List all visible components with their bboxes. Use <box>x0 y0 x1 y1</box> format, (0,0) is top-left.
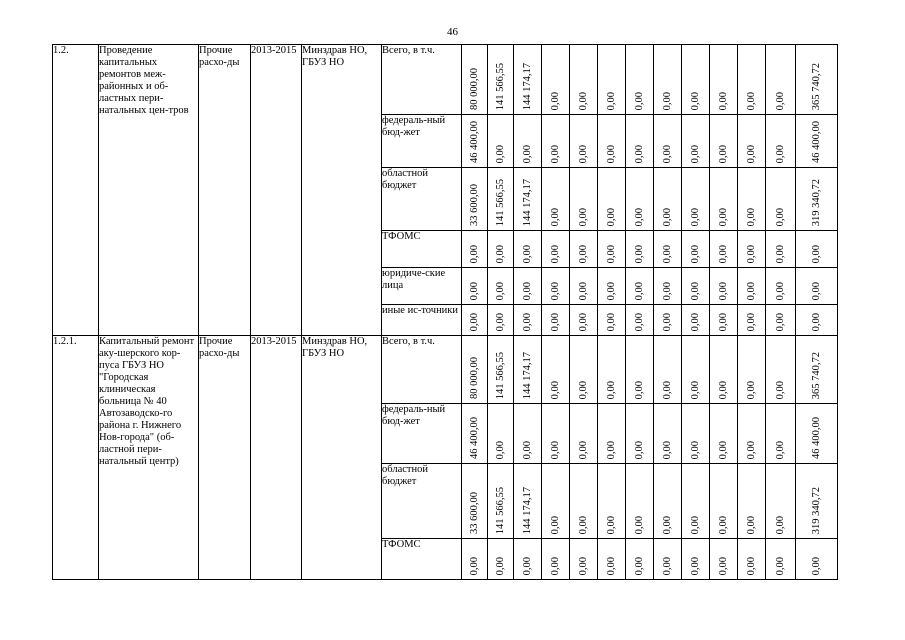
funding-source: областной бюджет <box>382 168 462 231</box>
amount-value: 0,00 <box>605 312 617 331</box>
amount-value: 0,00 <box>577 281 589 300</box>
amount-value: 0,00 <box>774 440 786 459</box>
amount-value: 0,00 <box>633 380 645 399</box>
amount-value: 0,00 <box>494 144 506 163</box>
amount-cell <box>514 45 542 115</box>
amount-value: 0,00 <box>468 244 480 263</box>
amount-cell <box>710 305 738 336</box>
amount-value: 0,00 <box>774 207 786 226</box>
amount-value: 0,00 <box>549 244 561 263</box>
amount-cell <box>598 45 626 115</box>
amount-cell <box>462 115 488 168</box>
amount-value: 0,00 <box>549 207 561 226</box>
amount-value: 46 400,00 <box>468 121 480 163</box>
amount-cell <box>796 336 838 404</box>
amount-cell <box>626 168 654 231</box>
amount-value: 0,00 <box>745 380 757 399</box>
amount-cell <box>488 115 514 168</box>
amount-cell <box>654 168 682 231</box>
amount-cell <box>542 336 570 404</box>
amount-cell <box>570 404 598 464</box>
amount-value: 0,00 <box>745 244 757 263</box>
amount-cell <box>710 539 738 580</box>
amount-value: 0,00 <box>689 207 701 226</box>
amount-cell <box>738 268 766 305</box>
row-name: Проведение капитальных ремонтов меж-районных и об-ластных пери-натальных цен-тров <box>99 45 199 336</box>
amount-cell <box>462 404 488 464</box>
amount-value: 0,00 <box>605 91 617 110</box>
amount-cell <box>570 464 598 539</box>
amount-value: 46 400,00 <box>810 417 822 459</box>
amount-value: 0,00 <box>661 207 673 226</box>
funding-source: ТФОМС <box>382 539 462 580</box>
amount-cell <box>598 404 626 464</box>
amount-cell <box>738 404 766 464</box>
amount-cell <box>766 168 796 231</box>
amount-value: 141 566,55 <box>494 486 506 534</box>
amount-value: 0,00 <box>605 515 617 534</box>
amount-value: 0,00 <box>605 244 617 263</box>
amount-value: 0,00 <box>633 281 645 300</box>
amount-value: 0,00 <box>521 144 533 163</box>
amount-value: 0,00 <box>774 91 786 110</box>
amount-cell <box>514 539 542 580</box>
amount-value: 0,00 <box>717 515 729 534</box>
amount-cell <box>766 305 796 336</box>
amount-value: 0,00 <box>633 144 645 163</box>
amount-cell <box>542 305 570 336</box>
amount-cell <box>766 464 796 539</box>
amount-cell <box>488 168 514 231</box>
amount-cell <box>738 305 766 336</box>
amount-value: 0,00 <box>494 281 506 300</box>
amount-value: 0,00 <box>521 312 533 331</box>
amount-cell <box>488 539 514 580</box>
amount-value: 0,00 <box>549 91 561 110</box>
amount-value: 319 340,72 <box>810 178 822 226</box>
amount-cell <box>626 115 654 168</box>
amount-cell <box>626 336 654 404</box>
amount-cell <box>738 464 766 539</box>
amount-cell <box>710 45 738 115</box>
amount-value: 0,00 <box>745 312 757 331</box>
amount-value: 0,00 <box>549 556 561 575</box>
table-row <box>53 45 838 115</box>
amount-cell <box>654 268 682 305</box>
amount-cell <box>542 45 570 115</box>
amount-value: 0,00 <box>605 207 617 226</box>
amount-cell <box>682 231 710 268</box>
amount-value: 80 000,00 <box>468 357 480 399</box>
row-period: 2013-2015 <box>251 45 302 336</box>
amount-cell <box>654 115 682 168</box>
amount-cell <box>738 539 766 580</box>
amount-value: 0,00 <box>577 515 589 534</box>
amount-cell <box>514 404 542 464</box>
amount-cell <box>570 539 598 580</box>
amount-cell <box>796 305 838 336</box>
funding-source: федераль-ный бюд-жет <box>382 115 462 168</box>
amount-value: 0,00 <box>521 556 533 575</box>
amount-cell <box>462 336 488 404</box>
amount-cell <box>682 305 710 336</box>
amount-cell <box>488 305 514 336</box>
amount-value: 0,00 <box>717 207 729 226</box>
amount-cell <box>682 336 710 404</box>
amount-value: 0,00 <box>633 515 645 534</box>
amount-cell <box>514 268 542 305</box>
amount-value: 141 566,55 <box>494 351 506 399</box>
amount-cell <box>766 45 796 115</box>
amount-cell <box>682 45 710 115</box>
amount-cell <box>514 336 542 404</box>
amount-value: 0,00 <box>810 556 822 575</box>
amount-value: 0,00 <box>605 380 617 399</box>
amount-value: 0,00 <box>745 281 757 300</box>
amount-value: 0,00 <box>745 556 757 575</box>
amount-cell <box>766 115 796 168</box>
amount-value: 0,00 <box>549 380 561 399</box>
amount-value: 0,00 <box>689 556 701 575</box>
row-executor: Минздрав НО, ГБУЗ НО <box>302 45 382 336</box>
amount-cell <box>654 45 682 115</box>
amount-cell <box>514 168 542 231</box>
amount-cell <box>796 539 838 580</box>
amount-value: 0,00 <box>717 144 729 163</box>
amount-cell <box>766 539 796 580</box>
amount-value: 0,00 <box>521 244 533 263</box>
amount-value: 33 600,00 <box>468 492 480 534</box>
amount-value: 0,00 <box>577 244 589 263</box>
amount-value: 319 340,72 <box>810 486 822 534</box>
amount-cell <box>598 268 626 305</box>
row-executor: Минздрав НО, ГБУЗ НО <box>302 336 382 580</box>
amount-cell <box>766 404 796 464</box>
amount-cell <box>542 464 570 539</box>
amount-value: 0,00 <box>661 144 673 163</box>
amount-cell <box>654 539 682 580</box>
amount-cell <box>514 115 542 168</box>
amount-value: 365 740,72 <box>810 62 822 110</box>
amount-cell <box>514 305 542 336</box>
amount-cell <box>796 268 838 305</box>
funding-source: областной бюджет <box>382 464 462 539</box>
funding-source: иные ис-точники <box>382 305 462 336</box>
amount-value: 0,00 <box>605 281 617 300</box>
amount-value: 0,00 <box>494 312 506 331</box>
amount-cell <box>654 305 682 336</box>
amount-value: 0,00 <box>549 440 561 459</box>
amount-value: 0,00 <box>689 244 701 263</box>
amount-cell <box>626 464 654 539</box>
amount-cell <box>598 168 626 231</box>
amount-value: 0,00 <box>774 144 786 163</box>
amount-value: 0,00 <box>689 380 701 399</box>
row-code: 1.2. <box>53 45 99 336</box>
row-code: 1.2.1. <box>53 336 99 580</box>
amount-value: 0,00 <box>661 244 673 263</box>
amount-value: 0,00 <box>689 515 701 534</box>
amount-cell <box>710 404 738 464</box>
amount-cell <box>710 115 738 168</box>
page-number: 46 <box>447 26 458 38</box>
amount-cell <box>766 231 796 268</box>
amount-cell <box>570 115 598 168</box>
amount-cell <box>796 404 838 464</box>
amount-value: 0,00 <box>549 144 561 163</box>
funding-source: федераль-ный бюд-жет <box>382 404 462 464</box>
amount-cell <box>626 305 654 336</box>
amount-value: 0,00 <box>661 91 673 110</box>
amount-cell <box>654 404 682 464</box>
amount-cell <box>598 305 626 336</box>
amount-value: 0,00 <box>549 312 561 331</box>
amount-value: 0,00 <box>774 244 786 263</box>
amount-cell <box>570 231 598 268</box>
amount-value: 144 174,17 <box>521 351 533 399</box>
amount-cell <box>626 231 654 268</box>
amount-cell <box>766 268 796 305</box>
amount-value: 0,00 <box>661 281 673 300</box>
amount-cell <box>542 168 570 231</box>
amount-value: 0,00 <box>549 515 561 534</box>
amount-value: 0,00 <box>661 440 673 459</box>
amount-cell <box>682 404 710 464</box>
amount-cell <box>488 336 514 404</box>
amount-cell <box>598 231 626 268</box>
amount-cell <box>542 231 570 268</box>
amount-cell <box>626 539 654 580</box>
amount-value: 0,00 <box>494 556 506 575</box>
funding-source: ТФОМС <box>382 231 462 268</box>
amount-cell <box>542 268 570 305</box>
amount-cell <box>462 539 488 580</box>
amount-cell <box>626 45 654 115</box>
amount-value: 0,00 <box>689 440 701 459</box>
amount-cell <box>710 168 738 231</box>
amount-cell <box>682 464 710 539</box>
amount-cell <box>462 231 488 268</box>
amount-value: 0,00 <box>717 244 729 263</box>
funding-source: Всего, в т.ч. <box>382 336 462 404</box>
amount-value: 141 566,55 <box>494 178 506 226</box>
amount-cell <box>682 268 710 305</box>
amount-value: 0,00 <box>810 244 822 263</box>
amount-cell <box>654 464 682 539</box>
amount-value: 0,00 <box>717 312 729 331</box>
amount-cell <box>570 336 598 404</box>
amount-value: 80 000,00 <box>468 68 480 110</box>
row-expense-type: Прочие расхо-ды <box>199 45 251 336</box>
amount-cell <box>682 539 710 580</box>
amount-cell <box>598 115 626 168</box>
amount-value: 0,00 <box>633 312 645 331</box>
funding-source: Всего, в т.ч. <box>382 45 462 115</box>
amount-value: 0,00 <box>689 281 701 300</box>
amount-value: 0,00 <box>717 556 729 575</box>
amount-cell <box>654 336 682 404</box>
amount-value: 0,00 <box>468 281 480 300</box>
amount-value: 0,00 <box>577 144 589 163</box>
amount-cell <box>710 464 738 539</box>
amount-cell <box>598 464 626 539</box>
amount-value: 46 400,00 <box>810 121 822 163</box>
amount-cell <box>738 231 766 268</box>
funding-source: юридиче-ские лица <box>382 268 462 305</box>
amount-cell <box>710 268 738 305</box>
amount-value: 0,00 <box>468 312 480 331</box>
amount-cell <box>626 268 654 305</box>
amount-value: 0,00 <box>577 312 589 331</box>
amount-cell <box>488 404 514 464</box>
amount-value: 0,00 <box>774 515 786 534</box>
amount-cell <box>488 45 514 115</box>
amount-value: 0,00 <box>468 556 480 575</box>
amount-value: 0,00 <box>633 244 645 263</box>
amount-value: 0,00 <box>661 312 673 331</box>
amount-cell <box>570 45 598 115</box>
amount-cell <box>598 539 626 580</box>
amount-value: 141 566,55 <box>494 62 506 110</box>
amount-value: 0,00 <box>745 91 757 110</box>
amount-value: 0,00 <box>810 281 822 300</box>
amount-value: 0,00 <box>549 281 561 300</box>
amount-cell <box>654 231 682 268</box>
amount-cell <box>738 168 766 231</box>
amount-value: 0,00 <box>774 556 786 575</box>
amount-value: 0,00 <box>633 440 645 459</box>
amount-value: 0,00 <box>717 380 729 399</box>
amount-cell <box>488 231 514 268</box>
amount-value: 0,00 <box>810 312 822 331</box>
amount-cell <box>462 268 488 305</box>
amount-value: 0,00 <box>577 380 589 399</box>
amount-value: 144 174,17 <box>521 178 533 226</box>
amount-cell <box>462 464 488 539</box>
amount-value: 0,00 <box>577 440 589 459</box>
amount-value: 0,00 <box>689 91 701 110</box>
amount-cell <box>710 336 738 404</box>
amount-value: 0,00 <box>774 312 786 331</box>
amount-value: 0,00 <box>521 440 533 459</box>
amount-cell <box>542 404 570 464</box>
amount-cell <box>570 305 598 336</box>
amount-cell <box>796 231 838 268</box>
amount-value: 144 174,17 <box>521 486 533 534</box>
amount-cell <box>570 168 598 231</box>
amount-cell <box>796 115 838 168</box>
amount-value: 0,00 <box>717 91 729 110</box>
amount-value: 0,00 <box>633 556 645 575</box>
amount-cell <box>738 115 766 168</box>
amount-cell <box>514 464 542 539</box>
amount-value: 0,00 <box>689 144 701 163</box>
amount-value: 0,00 <box>717 440 729 459</box>
amount-value: 0,00 <box>745 515 757 534</box>
amount-cell <box>738 336 766 404</box>
amount-value: 0,00 <box>661 515 673 534</box>
amount-cell <box>738 45 766 115</box>
amount-cell <box>710 231 738 268</box>
amount-cell <box>542 115 570 168</box>
row-expense-type: Прочие расхо-ды <box>199 336 251 580</box>
amount-value: 0,00 <box>661 556 673 575</box>
amount-value: 0,00 <box>633 207 645 226</box>
amount-value: 0,00 <box>745 207 757 226</box>
amount-value: 0,00 <box>605 144 617 163</box>
table-row <box>53 336 838 404</box>
amount-cell <box>796 45 838 115</box>
amount-value: 0,00 <box>494 440 506 459</box>
amount-value: 0,00 <box>661 380 673 399</box>
amount-cell <box>796 464 838 539</box>
amount-value: 0,00 <box>774 281 786 300</box>
amount-value: 0,00 <box>745 440 757 459</box>
amount-value: 0,00 <box>521 281 533 300</box>
amount-cell <box>488 464 514 539</box>
amount-cell <box>542 539 570 580</box>
amount-cell <box>462 45 488 115</box>
amount-value: 46 400,00 <box>468 417 480 459</box>
amount-cell <box>514 231 542 268</box>
amount-value: 0,00 <box>577 91 589 110</box>
amount-value: 0,00 <box>577 556 589 575</box>
row-period: 2013-2015 <box>251 336 302 580</box>
amount-cell <box>462 305 488 336</box>
amount-value: 144 174,17 <box>521 62 533 110</box>
row-name: Капитальный ремонт аку-шерского кор-пуса ГБУЗ НО "Городская клиническая больница № 40 Автозаводско-го района г. Нижнего Нов-города" (об-ластной пери-натальный центр) <box>99 336 199 580</box>
amount-cell <box>626 404 654 464</box>
amount-cell <box>488 268 514 305</box>
amount-value: 0,00 <box>633 91 645 110</box>
amount-cell <box>598 336 626 404</box>
amount-cell <box>766 336 796 404</box>
amount-cell <box>682 168 710 231</box>
amount-value: 365 740,72 <box>810 351 822 399</box>
amount-value: 0,00 <box>774 380 786 399</box>
amount-cell <box>796 168 838 231</box>
amount-value: 0,00 <box>605 440 617 459</box>
amount-cell <box>570 268 598 305</box>
amount-value: 0,00 <box>577 207 589 226</box>
amount-value: 0,00 <box>717 281 729 300</box>
amount-value: 0,00 <box>494 244 506 263</box>
financing-table <box>52 44 838 580</box>
amount-value: 0,00 <box>745 144 757 163</box>
amount-cell <box>682 115 710 168</box>
amount-value: 33 600,00 <box>468 184 480 226</box>
amount-cell <box>462 168 488 231</box>
amount-value: 0,00 <box>605 556 617 575</box>
amount-value: 0,00 <box>689 312 701 331</box>
